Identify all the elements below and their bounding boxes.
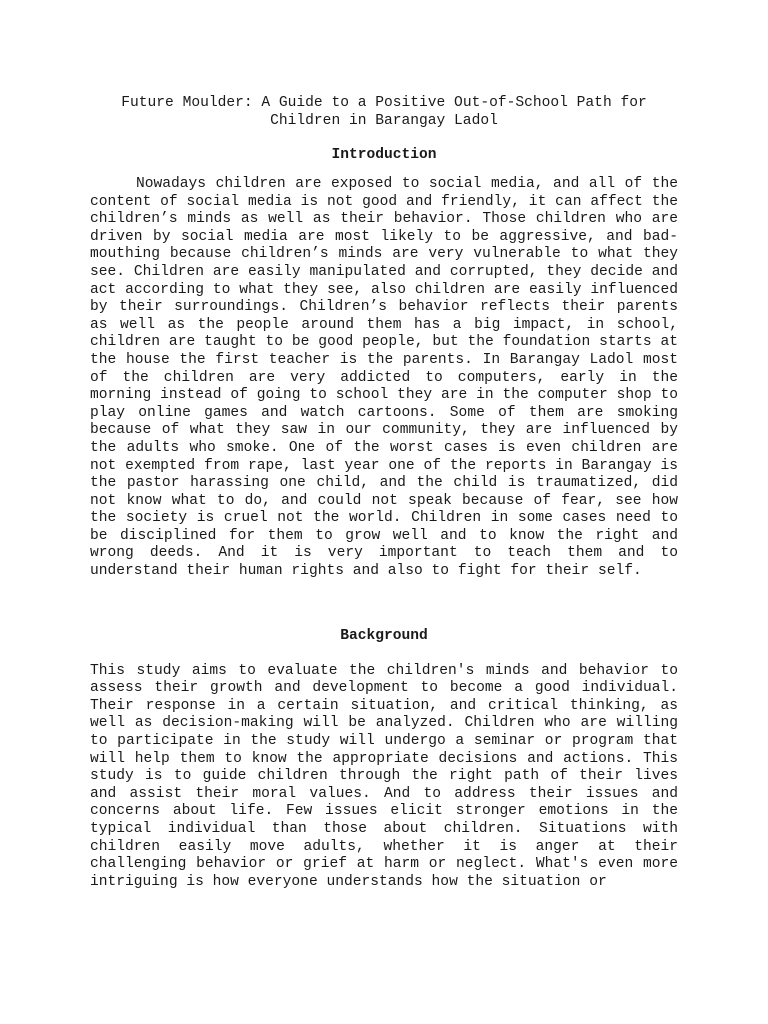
introduction-heading: Introduction [331, 147, 437, 163]
background-text: This study aims to evaluate the children's minds and behavior to assess their growth and development to become a good individual. Their response in a certain situation, and critical thinking, as well as decision-making will be analyzed. Children who are willing to participate in the study will undergo a seminar or program that will help them to know the appropriate decisions and actions. This study is to guide children through the right path of their lives and assist their moral values. And to address their issues and concerns about life. Few issues elicit stronger emotions in the typical individual than those about children. Situations with children easily move adults, whether it is anger at their challenging behavior or grief at harm or neglect. What's even more intriguing is how everyone understands how the situation or [90, 662, 678, 890]
blank-line [90, 645, 678, 663]
document-title [90, 94, 678, 130]
introduction-paragraph: Nowadays children are exposed to social media, and all of the content of social media is not good and friendly, it can affect the children’s minds as well as their behavior. Those children who are driven by social media are most likely to be aggressive, and bad-mouthing because children’s minds are very vulnerable to what they see. Children are easily manipulated and corrupted, they decide and act according to what they see, also children are easily influenced by their surroundings. Children’s behavior reflects their parents as well as the people around them has a big impact, in school, children are taught to be good people, but the foundation starts at the house the first teacher is the parents. In Barangay Ladol most of the children are very addicted to computers, early in the morning instead of going to school they are in the computer shop to play online games and watch cartoons. Some of them are smoking because of what they saw in our community, they are influenced by the adults who smoke. One of the worst cases is even children are not exempted from rape, last year one of the reports in Barangay is the pastor harassing one child, and the child is traumatized, did not know what to do, and could not speak because of fear, see how the society is cruel not the world. Children in some cases need to be disciplined for them to grow well and to know the right and wrong deeds. And it is very important to teach them and to understand their human rights and also to fight for their self. [90, 176, 678, 580]
title-line-1: Future Moulder: A Guide to a Positive Out-of-School Path for [121, 95, 647, 111]
background-paragraph [90, 645, 678, 891]
title-line-2: Children in Barangay Ladol [270, 113, 498, 129]
background-heading: Background [340, 628, 428, 644]
